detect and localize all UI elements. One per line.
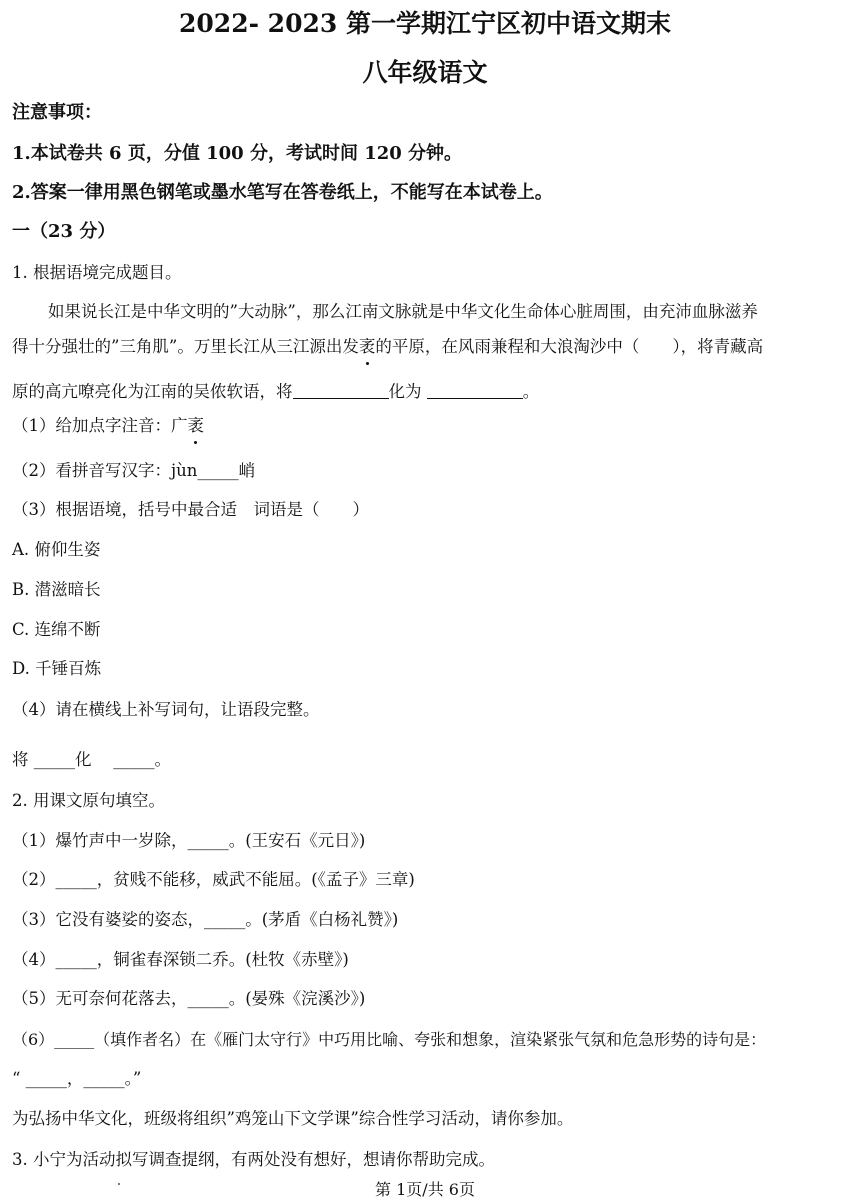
- note-item-2: 2.答案一律用黑色钢笔或墨水笔写在答卷纸上，不能写在本试卷上。: [12, 182, 553, 203]
- sub-question-2: （2）看拼音写汉字：jùn_____峭: [12, 461, 256, 480]
- passage-line-1: 如果说长江是中华文明的”大动脉”，那么江南文脉就是中华文化生命体心脏周围，由充沛血脉滋养: [48, 302, 758, 321]
- fill-blank-6: （6）_____（填作者名）在《雁门太守行》中巧用比喻、夸张和想象，渲染紧张气氛和危急形势的诗句是：: [12, 1030, 767, 1049]
- passage-text: 化为: [388, 382, 427, 401]
- dotted-character: 袤: [187, 416, 204, 435]
- passage-line-2: [12, 336, 763, 358]
- fill-blank-1: （1）爆竹声中一岁除，_____。(王安石《元日》): [12, 831, 366, 850]
- option-d: D. 千锤百炼: [12, 659, 102, 678]
- activity-intro: 为弘扬中华文化，班级将组织”鸡笼山下文学课”综合性学习活动，请你参加。: [12, 1109, 574, 1128]
- sub-question-1: [12, 415, 204, 437]
- passage-line-3: [12, 381, 539, 403]
- fill-blank-5: （5）无可奈何花落去，_____。(晏殊《浣溪沙》): [12, 989, 366, 1008]
- option-a: A. 俯仰生姿: [12, 540, 101, 559]
- exam-title: 2022- 2023 第一学期江宁区初中语文期末: [179, 9, 671, 38]
- passage-text: 的平原，在风雨兼程和大浪淘沙中（ ），将青藏高: [375, 337, 764, 356]
- sub-question-4: （4）请在横线上补写词句，让语段完整。: [12, 700, 320, 719]
- notes-heading: 注意事项：: [12, 102, 102, 123]
- fill-blank-3: （3）它没有婆娑的姿态，_____。(茅盾《白杨礼赞》): [12, 910, 399, 929]
- question-3-stem: 3. 小宁为活动拟写调查提纲，有两处没有想好，想请你帮助完成。: [12, 1150, 495, 1169]
- sub-question-3: （3）根据语境，括号中最合适 词语是（ ）: [12, 500, 369, 519]
- answer-blank: [427, 382, 523, 399]
- page-footer: 第 1页/共 6页: [375, 1180, 475, 1199]
- note-item-1: 1.本试卷共 6 页，分值 100 分，考试时间 120 分钟。: [12, 143, 463, 164]
- answer-blank: [293, 382, 389, 399]
- exam-subtitle: 八年级语文: [362, 58, 488, 87]
- sub-question-4-answer: 将 _____化 _____。: [12, 750, 171, 769]
- passage-text: 。: [522, 382, 540, 401]
- question-2-stem: 2. 用课文原句填空。: [12, 791, 165, 810]
- passage-text: 原的高亢嘹亮化为江南的吴侬软语，将: [12, 382, 293, 401]
- question-1-stem: 1. 根据语境完成题目。: [12, 263, 182, 282]
- dotted-character: 袤: [358, 337, 376, 356]
- section-heading: 一（23 分）: [12, 221, 116, 242]
- fill-blank-4: （4）_____，铜雀春深锁二乔。(杜牧《赤壁》): [12, 950, 349, 969]
- passage-text: 得十分强壮的”三角肌”。万里长江从三江源出发: [12, 337, 359, 356]
- fill-blank-2: （2）_____，贫贱不能移，威武不能屈。(《孟子》三章): [12, 870, 415, 889]
- option-c: C. 连绵不断: [12, 620, 101, 639]
- fill-blank-6-answer: “ _____，_____。”: [12, 1069, 142, 1088]
- option-b: B. 潜滋暗长: [12, 580, 101, 599]
- sub-question-text: （1）给加点字注音：广: [12, 416, 188, 435]
